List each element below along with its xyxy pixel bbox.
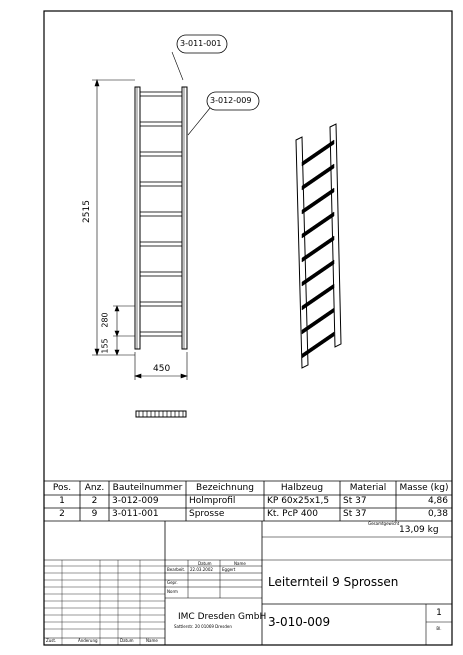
row1-material: St 37 (343, 496, 367, 506)
dimension-bottom-offset: 155 (100, 338, 110, 354)
header-bezeichnung: Bezeichnung (196, 483, 254, 493)
ladder-rung-iso (302, 212, 334, 238)
ladder-rung-iso (302, 188, 334, 214)
footer-zust: Zust. (46, 638, 57, 643)
row2-halbzeug: Kt. PcP 400 (267, 509, 318, 519)
dimension-total-height: 2515 (81, 200, 92, 223)
drawing-title: Leiternteil 9 Sprossen (268, 575, 399, 589)
row1-halbzeug: KP 60x25x1,5 (267, 496, 330, 506)
datum-label: Datum (198, 561, 212, 566)
ladder-rung (140, 272, 182, 276)
norm-label: Norm (167, 589, 178, 594)
row1-anz: 2 (91, 496, 98, 506)
ladder-rung-iso (302, 260, 334, 286)
ladder-rung (140, 182, 182, 186)
row1-masse: 4,86 (427, 496, 448, 506)
header-bauteilnummer: Bauteilnummer (112, 483, 183, 493)
part-label-3-012-009: 3-012-009 (210, 96, 252, 105)
ladder-top-view (136, 411, 186, 417)
ladder-rung (140, 302, 182, 306)
bearbeit-label: Bearbeit. (167, 567, 186, 572)
row2-pos: 2 (59, 509, 65, 519)
row2-nummer: 3-011-001 (112, 509, 159, 519)
name-label: Name (234, 561, 246, 566)
dimension-width: 450 (153, 364, 171, 374)
ladder-rung-iso (302, 236, 334, 262)
total-mass-value: 13,09 kg (399, 525, 439, 535)
row2-material: St 37 (343, 509, 367, 519)
bearbeit-date: 22.03.2002 (190, 567, 213, 572)
part-label-3-011-001: 3-011-001 (180, 39, 222, 48)
row2-masse: 0,38 (427, 509, 448, 519)
row1-pos: 1 (59, 496, 65, 506)
bearbeit-name: Eggert (222, 567, 236, 572)
row1-bezeichnung: Holmprofil (189, 496, 236, 506)
total-mass-label: Gesamtgewicht (368, 521, 400, 526)
ladder-rung (140, 152, 182, 156)
drawing-number: 3-010-009 (268, 615, 331, 629)
ladder-rung (140, 212, 182, 216)
row2-anz: 9 (91, 509, 98, 519)
ladder-rung (140, 122, 182, 126)
ladder-rung (140, 92, 182, 96)
sheet-number: 1 (436, 608, 442, 618)
ladder-rung (140, 242, 182, 246)
ladder-rung-iso (302, 284, 334, 310)
ladder-front-view (135, 87, 187, 349)
company-address: Sattlerstr. 20 01069 Dresden (174, 624, 232, 629)
ladder-isometric-view (296, 124, 341, 368)
header-material: Material (349, 483, 387, 493)
gepr-label: Gepr. (167, 580, 178, 585)
footer-name: Name (146, 638, 158, 643)
company-name: IMC Dresden GmbH (178, 612, 267, 622)
dimension-rung-spacing: 280 (100, 312, 110, 328)
sheet-label: Bl. (436, 626, 442, 631)
ladder-rungs (140, 92, 182, 336)
row2-bezeichnung: Sprosse (189, 509, 225, 519)
header-halbzeug: Halbzeug (280, 483, 324, 493)
header-anz: Anz. (84, 483, 105, 493)
ladder-rung-iso (302, 140, 334, 166)
footer-datum: Datum (120, 638, 134, 643)
header-masse: Masse (kg) (399, 483, 449, 493)
ladder-rung-iso (302, 164, 334, 190)
footer-aenderung: Änderung (78, 638, 98, 643)
ladder-rung (140, 332, 182, 336)
row1-nummer: 3-012-009 (112, 496, 159, 506)
header-pos: Pos. (52, 483, 72, 493)
